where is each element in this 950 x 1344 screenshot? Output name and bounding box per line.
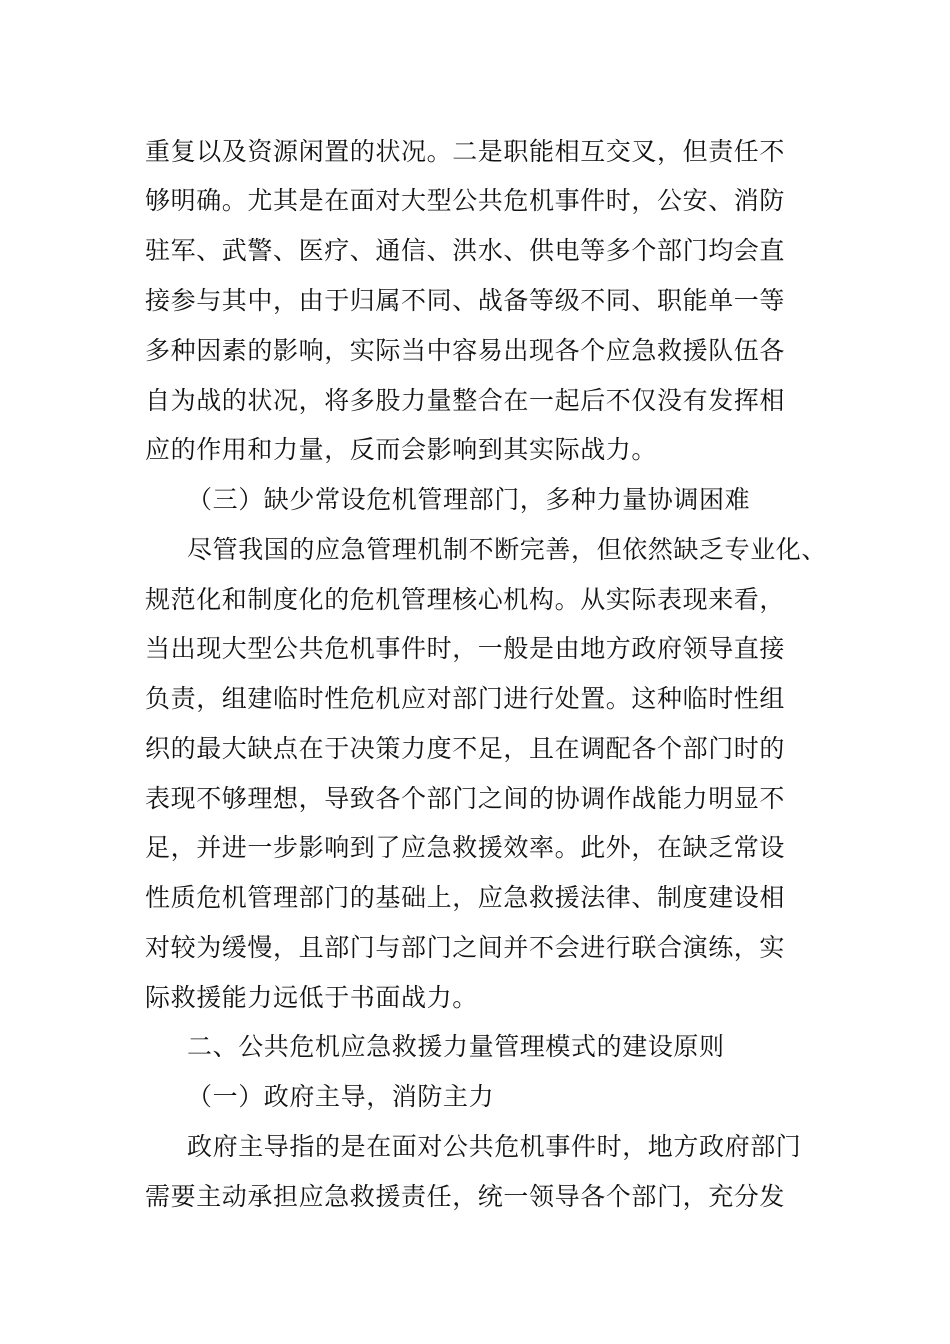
- text-line: 驻军、武警、医疗、通信、洪水、供电等多个部门均会直: [145, 236, 786, 265]
- chapter-heading: 二、公共危机应急救援力量管理模式的建设原则: [187, 1032, 725, 1061]
- text-line: 负责，组建临时性危机应对部门进行处置。这种临时性组: [145, 684, 786, 713]
- text-line: 够明确。尤其是在面对大型公共危机事件时，公安、消防: [145, 186, 786, 215]
- text-line: 织的最大缺点在于决策力度不足，且在调配各个部门时的: [145, 734, 786, 763]
- text-line: 表现不够理想，导致各个部门之间的协调作战能力明显不: [145, 784, 786, 813]
- text-line: 际救援能力远低于书面战力。: [145, 983, 478, 1012]
- text-line: 性质危机管理部门的基础上，应急救援法律、制度建设相: [145, 883, 786, 912]
- text-line: 规范化和制度化的危机管理核心机构。从实际表现来看，: [145, 585, 786, 614]
- text-line: 应的作用和力量，反而会影响到其实际战力。: [145, 435, 658, 464]
- text-line: 足，并进一步影响到了应急救援效率。此外，在缺乏常设: [145, 833, 786, 862]
- text-line: 自为战的状况，将多股力量整合在一起后不仅没有发挥相: [145, 386, 786, 415]
- section-heading: （三）缺少常设危机管理部门，多种力量协调困难: [187, 485, 751, 514]
- text-line: 当出现大型公共危机事件时，一般是由地方政府领导直接: [145, 634, 786, 663]
- text-line: 需要主动承担应急救援责任，统一领导各个部门，充分发: [145, 1182, 786, 1211]
- text-line: 接参与其中，由于归属不同、战备等级不同、职能单一等: [145, 286, 786, 315]
- text-line: 多种因素的影响，实际当中容易出现各个应急救援队伍各: [145, 336, 786, 365]
- paragraph-first-line: 尽管我国的应急管理机制不断完善，但依然缺乏专业化、: [187, 535, 828, 564]
- text-line: 对较为缓慢，且部门与部门之间并不会进行联合演练，实: [145, 933, 786, 962]
- section-heading: （一）政府主导，消防主力: [187, 1082, 495, 1111]
- text-line: 重复以及资源闲置的状况。二是职能相互交叉，但责任不: [145, 137, 786, 166]
- paragraph-first-line: 政府主导指的是在面对公共危机事件时，地方政府部门: [187, 1132, 802, 1161]
